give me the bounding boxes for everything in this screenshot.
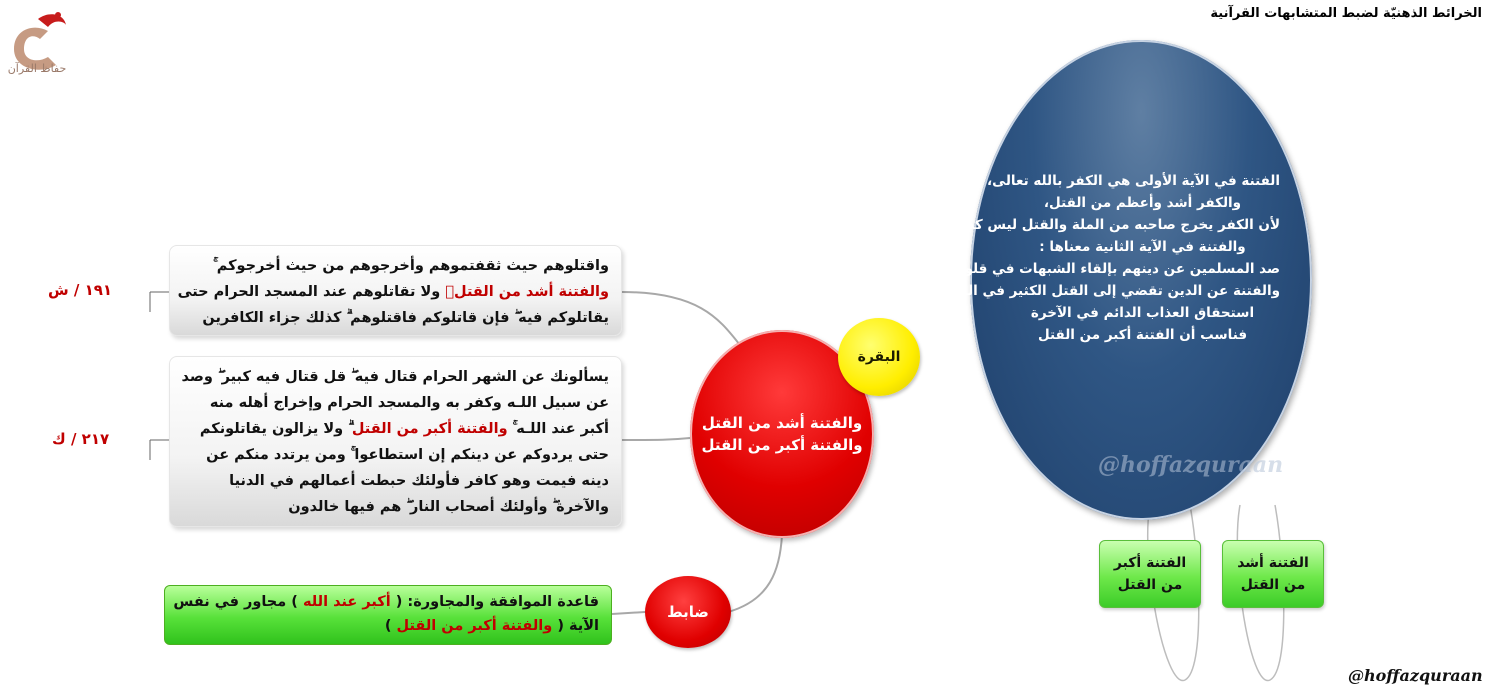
verse-card-191-line: [180, 253, 609, 279]
page-title: الخرائط الذهنيّة لضبط المتشابهات القرآنية: [1210, 6, 1482, 21]
connector-card2: [622, 438, 690, 440]
explanation-line: والفتنة عن الدين تقضي إلى القتل الكثير في الدنيا وإلى: [908, 283, 1280, 299]
explanation-line: والكفر أشد وأعظم من القتل،: [1043, 195, 1242, 211]
circle-watermark: @hoffazquraan: [1098, 452, 1284, 478]
connector-rule-box: [612, 612, 645, 614]
verse-text: والآخرة ۖ وأولئك أصحاب النار ۖ هم فيها خالدون: [288, 499, 609, 515]
verse-card-217: [169, 356, 622, 527]
verse-text: أكبر عند اللـه ۚ: [507, 421, 609, 437]
rule-box-line: [175, 614, 599, 638]
highlighted-phrase: والفتنة أكبر من القتل: [351, 421, 508, 437]
central-node-line1: والفتنة أشد من القتل: [701, 414, 863, 432]
highlighted-phrase: والفتنة أشد من القتل: [445, 284, 609, 300]
explanation-line: استحقاق العذاب الدائم في الآخرة: [1030, 305, 1255, 321]
verse-text: ۗ ولا يزالون يقاتلونكم: [199, 421, 352, 437]
verse-card-191: [169, 245, 622, 336]
footer-watermark: @hoffazquraan: [1348, 666, 1483, 685]
rule-label: ضابط: [667, 603, 709, 621]
connector-rule: [728, 535, 782, 612]
verse-text: ۚ ولا تقاتلوهم عند المسجد الحرام حتى: [177, 284, 446, 300]
highlighted-phrase: أكبر عند الله: [302, 594, 391, 610]
verse-card-217-line: [180, 442, 609, 468]
green-node-ashad-line1: الفتنة أشد: [1237, 555, 1309, 571]
verse-text: يسألونك عن الشهر الحرام قتال فيه ۖ قل قتال فيه كبير ۖ وصد: [181, 369, 609, 385]
explanation-line: فناسب أن الفتنة أكبر من القتل: [1037, 327, 1248, 343]
verse-card-191-line: [177, 279, 609, 305]
verse-text: عن سبيل اللـه وكفر به والمسجد الحرام وإخراج أهله منه: [209, 395, 609, 411]
surah-label: البقرة: [857, 349, 901, 365]
highlighted-phrase: والفتنة أكبر من القتل: [396, 618, 553, 634]
connector-card1: [622, 292, 740, 345]
verse-ref-191: ١٩١ / ش: [48, 281, 113, 299]
surah-label-bubble: [838, 318, 920, 396]
explanation-line: والفتنة في الآية الثانية معناها :: [1039, 239, 1246, 255]
explanation-text: [908, 170, 1280, 346]
verse-ref-217: ٢١٧ / ك: [52, 430, 110, 448]
verse-card-217-line: [180, 416, 609, 442]
verse-text: قاعدة الموافقة والمجاورة: (: [390, 594, 599, 610]
verse-text: الآية (: [552, 618, 599, 634]
verse-card-217-line: [180, 468, 609, 494]
verse-text: يقاتلوكم فيه ۖ فإن قاتلوكم فاقتلوهم ۗ كذلك جزاء الكافرين: [202, 310, 609, 326]
green-node-ashad: [1222, 540, 1324, 608]
verse-text: ): [384, 618, 397, 634]
logo-text: حفاظ القرآن: [7, 62, 67, 75]
green-node-akbar: [1099, 540, 1201, 608]
rule-box-line: [175, 590, 599, 614]
explanation-line: صد المسلمين عن دينهم بإلقاء الشبهات في قلوبهم: [939, 261, 1280, 277]
green-node-akbar-line1: الفتنة أكبر: [1113, 555, 1187, 571]
explanation-line: لأن الكفر يخرج صاحبه من الملة والقتل ليس كذلك،: [944, 217, 1280, 233]
rule-label-bubble: [645, 576, 731, 648]
verse-card-217-line: [180, 364, 609, 390]
verse-text: واقتلوهم حيث ثقفتموهم وأخرجوهم من حيث أخرجوكم ۚ: [213, 258, 609, 274]
verse-card-191-line: [180, 305, 609, 331]
green-node-akbar-line2: من القتل: [1117, 577, 1183, 593]
green-node-ashad-line2: من القتل: [1240, 577, 1306, 593]
central-node-line2: والفتنة أكبر من القتل: [701, 436, 863, 454]
explanation-line: الفتنة في الآية الأولى هي الكفر بالله تعالى،: [987, 173, 1280, 189]
verse-text: ) مجاور في نفس: [173, 594, 303, 610]
verse-text: حتى يردوكم عن دينكم إن استطاعوا ۚ ومن يرتدد منكم عن: [206, 447, 609, 463]
verse-text: دينه فيمت وهو كافر فأولئك حبطت أعمالهم في الدنيا: [229, 473, 609, 489]
verse-card-217-line: [180, 390, 609, 416]
rule-box: [164, 585, 612, 645]
verse-card-217-line: [180, 494, 609, 520]
